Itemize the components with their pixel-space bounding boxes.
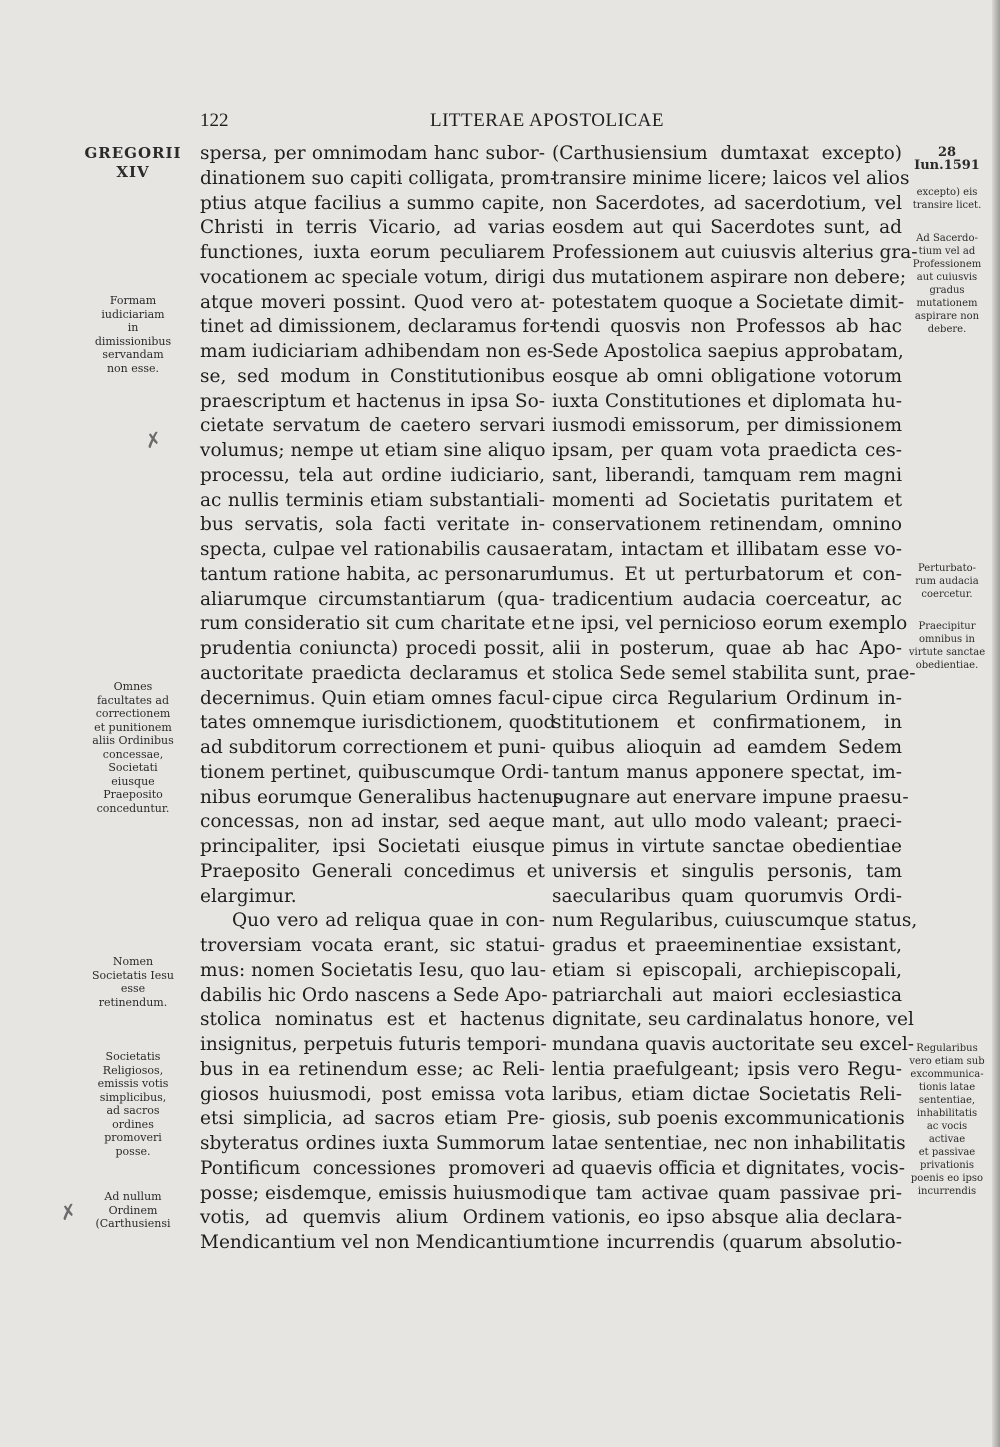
margin-note-perturbatorum — [905, 562, 989, 601]
text-line: iusmodi emissorum, per dimissionem — [552, 415, 902, 437]
text-line: elargimur. — [200, 885, 297, 907]
text-line: etiam si episcopali, archiepiscopali, — [552, 959, 902, 981]
text-line: eosque ab omni obligatione votorum — [552, 365, 902, 387]
margin-note-line: omnibus in — [919, 634, 975, 645]
margin-note-line: Societati — [108, 761, 158, 774]
margin-date: 28 Iun.1591 — [914, 145, 980, 173]
margin-note-line: Societatis Iesu — [92, 968, 174, 982]
text-line: mus: nomen Societatis Iesu, quo lau- — [200, 959, 546, 981]
text-line: potestatem quoque a Societate dimit- — [552, 291, 905, 313]
text-line: (Carthusiensium dumtaxat excepto) — [552, 143, 902, 164]
text-line: volumus; nempe ut etiam sine aliquo — [200, 440, 546, 461]
text-line: bus servatis, sola facti veritate in- — [200, 514, 545, 536]
margin-note-line: tionis latae — [918, 1082, 976, 1093]
text-line: concessas, non ad instar, sed aeque — [200, 811, 545, 833]
text-line: etsi simplicia, ad sacros etiam Pre- — [200, 1108, 545, 1130]
text-line: functiones, iuxta eorum peculiarem — [200, 242, 545, 263]
text-line: dus mutationem aspirare non debere; — [552, 266, 907, 288]
margin-note-line: Societatis — [105, 1050, 161, 1063]
margin-note-line: activae — [928, 1134, 966, 1145]
margin-note-line: privationis — [920, 1160, 974, 1171]
margin-note-line: aliis Ordinibus — [92, 734, 174, 747]
margin-note-line: et punitionem — [94, 720, 172, 734]
margin-note-line: rum audacia — [915, 576, 979, 587]
margin-note-line: servandam — [102, 348, 164, 361]
text-line: pimus in virtute sanctae obedientiae — [552, 836, 902, 857]
text-line: tione incurrendis (quarum absolutio- — [552, 1232, 902, 1253]
text-line: principaliter, ipsi Societati eiusque — [200, 836, 545, 857]
margin-note-line: posse. — [115, 1144, 151, 1158]
margin-note-line: correctionem — [95, 707, 171, 720]
text-line: stolica nominatus est et hactenus — [200, 1009, 545, 1031]
text-line: patriarchali aut maiori ecclesiastica — [552, 984, 902, 1006]
text-line: gradus et praeeminentiae exsistant, — [552, 935, 902, 956]
text-line: stolica Sede semel stabilita sunt, prae- — [552, 662, 916, 684]
text-line: num Regularibus, cuiuscumque status, — [552, 910, 918, 932]
text-line: Christi in terris Vicario, ad varias — [200, 217, 545, 239]
margin-note-line: excommunica- — [910, 1069, 984, 1080]
text-line: non Sacerdotes, ad sacerdotium, vel — [552, 192, 902, 214]
text-line: votis, ad quemvis alium Ordinem — [200, 1207, 545, 1229]
margin-note-line: tium vel ad — [918, 246, 976, 257]
margin-note-nomen-societatis — [80, 955, 186, 1009]
text-line: insignitus, perpetuis futuris tempori- — [200, 1034, 547, 1055]
margin-note-line: Omnes — [113, 680, 153, 693]
margin-note-line: obedientiae. — [915, 660, 979, 671]
text-line: mant, aut ullo modo valeant; praeci- — [552, 811, 902, 833]
text-line: sant, liberandi, tamquam rem magni — [552, 464, 902, 486]
text-line: processu, tela aut ordine iudiciario, — [200, 464, 545, 486]
text-line: atque moveri possint. Quod vero at- — [200, 291, 545, 313]
text-line: dabilis hic Ordo nascens a Sede Apo- — [200, 984, 548, 1006]
text-line: Professionem aut cuiusvis alterius gra- — [552, 242, 918, 263]
margin-note-line: aspirare non — [914, 311, 980, 322]
pencil-mark-icon: ✗ — [142, 426, 165, 454]
text-line: tinet ad dimissionem, declaramus for- — [200, 316, 556, 338]
margin-note-line: eiusque — [111, 774, 155, 788]
margin-note-line: Praecipitur — [918, 621, 976, 632]
text-line: giosis, sub poenis excommunicationis — [552, 1108, 905, 1130]
text-line: tates omnemque iurisdictionem, quod — [200, 712, 556, 734]
page-number: 122 — [200, 110, 229, 131]
pope-name-line: GREGORII — [84, 144, 182, 162]
margin-note-ad-nullum-ordinem — [80, 1190, 186, 1231]
margin-note-line: promoveri — [104, 1131, 162, 1144]
margin-note-line: ordines — [112, 1117, 154, 1131]
margin-note-line: emissis votis — [97, 1077, 169, 1090]
text-line: stitutionem et confirmationem, in — [552, 712, 902, 734]
margin-note-line: Ordinem — [108, 1203, 158, 1217]
text-line: mam iudiciariam adhibendam non es- — [200, 341, 554, 362]
text-line: cietate servatum de caetero servari — [200, 415, 545, 437]
text-line: specta, culpae vel rationabilis causae — [200, 539, 552, 560]
margin-note-regularibus — [905, 1042, 989, 1198]
margin-note-line: et passivae — [918, 1147, 976, 1158]
text-line: vocationem ac speciale votum, dirigi — [200, 266, 545, 288]
text-line: laribus, etiam dictae Societatis Reli- — [552, 1083, 902, 1105]
margin-note-line: aut cuiusvis — [916, 272, 978, 283]
margin-note-line: ad sacros — [106, 1104, 160, 1117]
pencil-mark-icon: ✗ — [57, 1198, 80, 1226]
text-line: lumus. Et ut perturbatorum et con- — [552, 563, 902, 585]
margin-note-line: esse — [120, 982, 146, 995]
margin-note-line: poenis eo ipso — [910, 1173, 984, 1184]
text-line: tradicentium audacia coerceatur, ac — [552, 588, 902, 610]
margin-note-line: concessae, — [102, 747, 164, 761]
margin-note-line: transire licet. — [912, 200, 982, 211]
text-line: dignitate, seu cardinalatus honore, vel — [552, 1009, 914, 1031]
text-line: conservationem retinendam, omnino — [552, 514, 902, 536]
text-line: tantum ratione habita, ac personarum — [200, 563, 558, 585]
margin-note-line: (Carthusiensi — [95, 1217, 171, 1230]
page-edge-shadow — [992, 0, 1000, 1447]
text-line: sbyteratus ordines iuxta Summorum — [200, 1133, 545, 1154]
text-line: tendi quosvis non Professos ab hac — [552, 316, 902, 338]
text-line: Pontificum concessiones promoveri — [200, 1157, 545, 1179]
margin-note-line: in — [127, 321, 139, 334]
text-line: quibus alioquin ad eamdem Sedem — [552, 737, 902, 758]
margin-note-excepto — [905, 186, 989, 212]
margin-note-line: Ad nullum — [104, 1190, 162, 1203]
text-line: aliarumque circumstantiarum (qua- — [200, 588, 545, 610]
text-line: spersa, per omnimodam hanc subor- — [200, 143, 545, 164]
margin-note-line: inhabilitatis — [916, 1108, 978, 1119]
margin-note-line: Praeposito — [103, 788, 163, 801]
text-line: bus in ea retinendum esse; ac Reli- — [200, 1058, 545, 1080]
text-line: troversiam vocata erant, sic statui- — [200, 935, 545, 956]
text-column-right — [552, 142, 918, 1256]
text-line: transire minime licere; laicos vel alios — [552, 167, 910, 189]
margin-note-line: Ad Sacerdo- — [916, 233, 978, 244]
margin-note-line: facultates ad — [96, 693, 170, 707]
pope-name-line: XIV — [116, 163, 150, 181]
margin-note-line: conceduntur. — [96, 801, 170, 815]
margin-note-line: sententiae, — [918, 1095, 976, 1106]
text-line: tionem pertinet, quibuscumque Ordi- — [200, 761, 550, 783]
text-line: eosdem aut qui Sacerdotes sunt, ad — [552, 217, 902, 239]
text-column-left — [200, 142, 563, 1256]
text-line: giosos huiusmodi, post emissa vota — [200, 1083, 545, 1105]
margin-note-religiosi — [80, 1050, 186, 1158]
margin-note-line: non esse. — [106, 361, 160, 375]
margin-note-line: simplicibus, — [99, 1090, 167, 1104]
text-line: Sede Apostolica saepius approbatam, — [552, 341, 904, 362]
margin-note-line: Religiosos, — [102, 1063, 164, 1077]
page-header — [200, 110, 900, 136]
margin-note-line: coercetur. — [921, 589, 973, 600]
text-line: Quo vero ad reliqua quae in con- — [232, 910, 545, 932]
text-line: lentia praefulgeant; ipsis vero Regu- — [552, 1058, 902, 1080]
text-line: pugnare aut enervare impune praesu- — [552, 786, 909, 808]
margin-note-line: mutationem — [916, 298, 978, 309]
text-line: Mendicantium vel non Mendicantium — [200, 1232, 552, 1253]
margin-note-praecipitur — [905, 620, 989, 672]
text-line: decernimus. Quin etiam omnes facul- — [200, 687, 551, 709]
pope-name — [80, 144, 186, 182]
text-line: Praeposito Generali concedimus et — [200, 860, 545, 882]
margin-note-line: Nomen — [112, 955, 154, 968]
text-line: ratam, intactam et illibatam esse vo- — [552, 539, 902, 560]
margin-note-line: virtute sanctae — [908, 647, 986, 658]
text-line: mundana quavis auctoritate seu excel- — [552, 1034, 915, 1055]
text-line: iuxta Constitutiones et diplomata hu- — [552, 390, 902, 412]
text-line: saecularibus quam quorumvis Ordi- — [552, 885, 902, 907]
margin-note-line: Perturbato- — [918, 563, 976, 574]
margin-note-line: iudiciariam — [101, 307, 165, 321]
margin-note-line: debere. — [927, 324, 967, 335]
margin-note-line: vero etiam sub — [909, 1056, 985, 1067]
margin-note-line: Formam — [109, 294, 157, 307]
margin-note-line: incurrendis — [917, 1186, 977, 1197]
text-line: se, sed modum in Constitutionibus — [200, 365, 545, 387]
text-line: ptius atque facilius a summo capite, — [200, 192, 545, 214]
text-line: ad subditorum correctionem et puni- — [200, 737, 546, 758]
margin-note-line: Regularibus — [916, 1043, 978, 1054]
text-line: universis et singulis personis, tam — [552, 860, 902, 882]
text-line: ad quaevis officia et dignitates, vocis- — [552, 1157, 906, 1179]
text-line: ne ipsi, vel pernicioso eorum exemplo — [552, 613, 908, 635]
margin-note-line: ac vocis — [926, 1121, 968, 1132]
text-line: latae sententiae, nec non inhabilitatis — [552, 1133, 906, 1154]
text-line: auctoritate praedicta declaramus et — [200, 662, 545, 684]
margin-note-line: retinendum. — [98, 995, 168, 1009]
text-line: tantum manus apponere spectat, im- — [552, 761, 902, 783]
text-line: prudentia coniuncta) procedi possit, — [200, 638, 545, 659]
text-line: praescriptum et hactenus in ipsa So- — [200, 390, 545, 412]
text-line: vationis, eo ipso absque alia declara- — [552, 1207, 902, 1229]
running-title: LITTERAE APOSTOLICAE — [430, 110, 664, 131]
margin-note-ad-sacerdotium — [905, 232, 989, 336]
margin-note-line: dimissionibus — [94, 334, 172, 348]
text-line: ac nullis terminis etiam substantiali- — [200, 489, 545, 511]
text-line: dinationem suo capiti colligata, prom- — [200, 167, 557, 189]
text-line: nibus eorumque Generalibus hactenus — [200, 786, 563, 808]
margin-note-facultates — [80, 680, 186, 815]
margin-note-line: Professionem — [912, 259, 982, 270]
text-line: momenti ad Societatis puritatem et — [552, 489, 902, 511]
text-line: cipue circa Regularium Ordinum in- — [552, 687, 902, 709]
text-line: alii in posterum, quae ab hac Apo- — [552, 638, 902, 659]
margin-note-line: excepto) eis — [916, 187, 978, 198]
text-line: posse; eisdemque, emissis huiusmodi — [200, 1182, 551, 1204]
text-line: rum consideratio sit cum charitate et — [200, 613, 550, 635]
text-line: ipsam, per quam vota praedicta ces- — [552, 440, 902, 461]
margin-note-line: gradus — [929, 285, 965, 296]
margin-note-forma-iudiciaria — [80, 294, 186, 375]
text-line: que tam activae quam passivae pri- — [552, 1182, 902, 1204]
